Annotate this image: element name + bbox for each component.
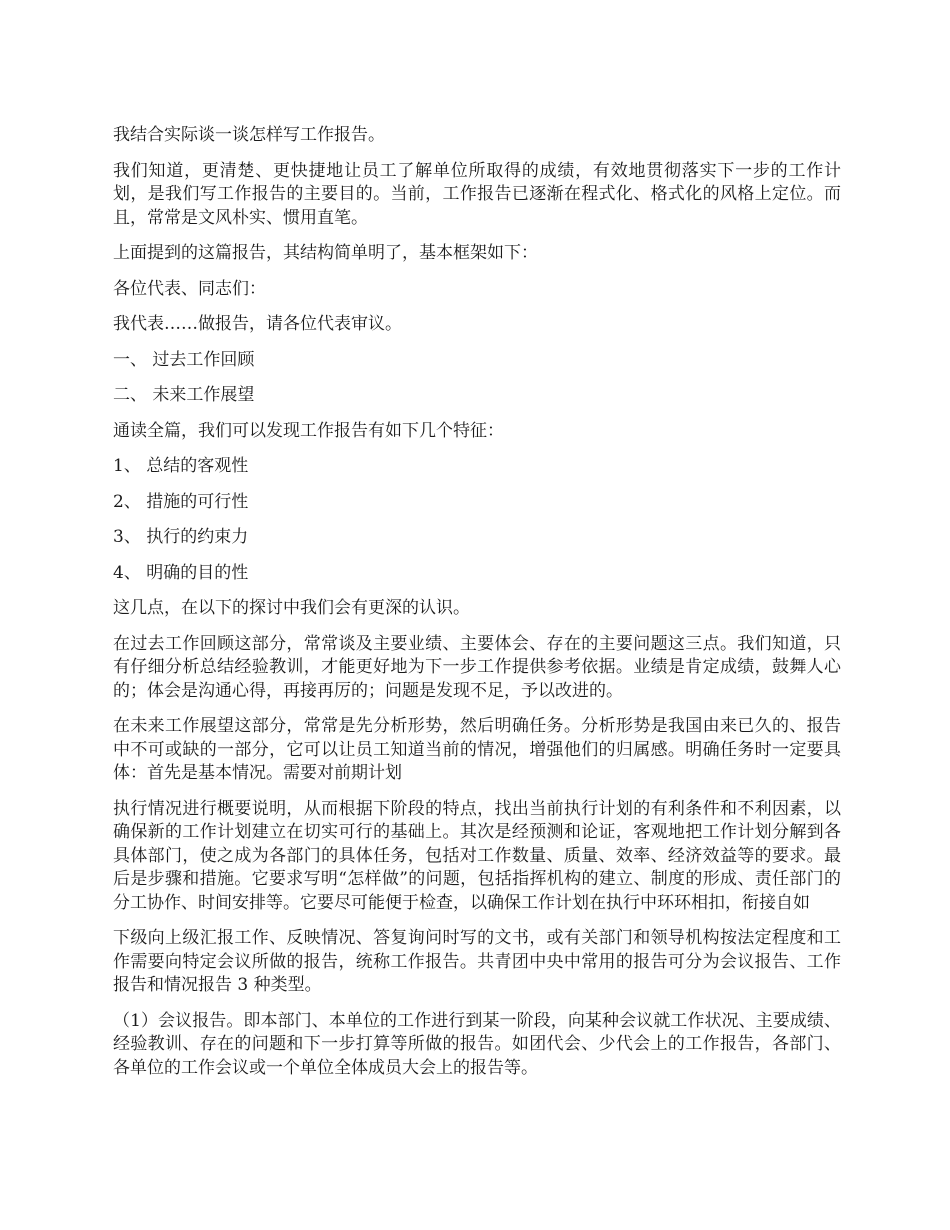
list-item-feature-3: 3、 执行的约束力	[113, 527, 249, 547]
paragraph-transition: 这几点，在以下的探讨中我们会有更深的认识。	[113, 598, 470, 618]
paragraph-plan-execution: 执行情况进行概要说明，从而根据下阶段的特点，找出当前执行计划的有利条件和不利因素，以确保新的工作计划建立在切实可行的基础上。其次是经预测和论证，客观地把工作计划分解到各具体部门，使之成为各部门的具体任务，包括对工作数量、质量、效率、经济效益等的要求。最后是步骤和措施。它要求写明“怎样做”的问题，包括指挥机构的建立、制度的形成、责任部门的分工协作、时间安排等。它要尽可能便于检查，以确保工作计划在执行中环环相扣，衔接自如	[113, 798, 841, 913]
paragraph-purpose: 我们知道，更清楚、更快捷地让员工了解单位所取得的成绩，有效地贯彻落实下一步的工作计划，是我们写工作报告的主要目的。当前，工作报告已逐渐在程式化、格式化的风格上定位。而且，常常是文风朴实、惯用直笔。	[113, 160, 841, 228]
paragraph-intro: 我结合实际谈一谈怎样写工作报告。	[113, 125, 385, 145]
section-heading-past-review: 一、 过去工作回顾	[113, 349, 255, 370]
paragraph-features-intro: 通读全篇，我们可以发现工作报告有如下几个特征：	[113, 420, 504, 441]
paragraph-report-opening: 我代表……做报告，请各位代表审议。	[113, 314, 402, 334]
paragraph-meeting-report: （1）会议报告。即本部门、本单位的工作进行到某一阶段，向某种会议就工作状况、主要成绩、经验教训、存在的问题和下一步打算等所做的报告。如团代会、少代会上的工作报告，各部门、各单位的工作会议或一个单位全体成员大会上的报告等。	[113, 1010, 841, 1078]
list-item-feature-1: 1、 总结的客观性	[113, 456, 249, 476]
section-heading-future-outlook: 二、 未来工作展望	[113, 385, 255, 405]
paragraph-future-outlook: 在未来工作展望这部分，常常是先分析形势，然后明确任务。分析形势是我国由来已久的、报告中不可或缺的一部分，它可以让员工知道当前的情况，增强他们的归属感。明确任务时一定要具体：首先是基本情况。需要对前期计划	[113, 716, 841, 783]
paragraph-structure-intro: 上面提到的这篇报告，其结构简单明了，基本框架如下：	[113, 243, 538, 263]
paragraph-salutation: 各位代表、同志们：	[113, 278, 266, 299]
list-item-feature-4: 4、 明确的目的性	[113, 562, 249, 583]
document-body	[113, 124, 841, 1092]
paragraph-definition: 下级向上级汇报工作、反映情况、答复询问时写的文书，或有关部门和领导机构按法定程度和工作需要向特定会议所做的报告，统称工作报告。共青团中央中常用的报告可分为会议报告、工作报告和情况报告 3 种类型。	[113, 928, 841, 995]
list-item-feature-2: 2、 措施的可行性	[113, 491, 249, 512]
paragraph-past-review: 在过去工作回顾这部分，常常谈及主要业绩、主要体会、存在的主要问题这三点。我们知道，只有仔细分析总结经验教训，才能更好地为下一步工作提供参考依据。业绩是肯定成绩，鼓舞人心的；体会是沟通心得，再接再厉的；问题是发现不足，予以改进的。	[113, 633, 841, 701]
